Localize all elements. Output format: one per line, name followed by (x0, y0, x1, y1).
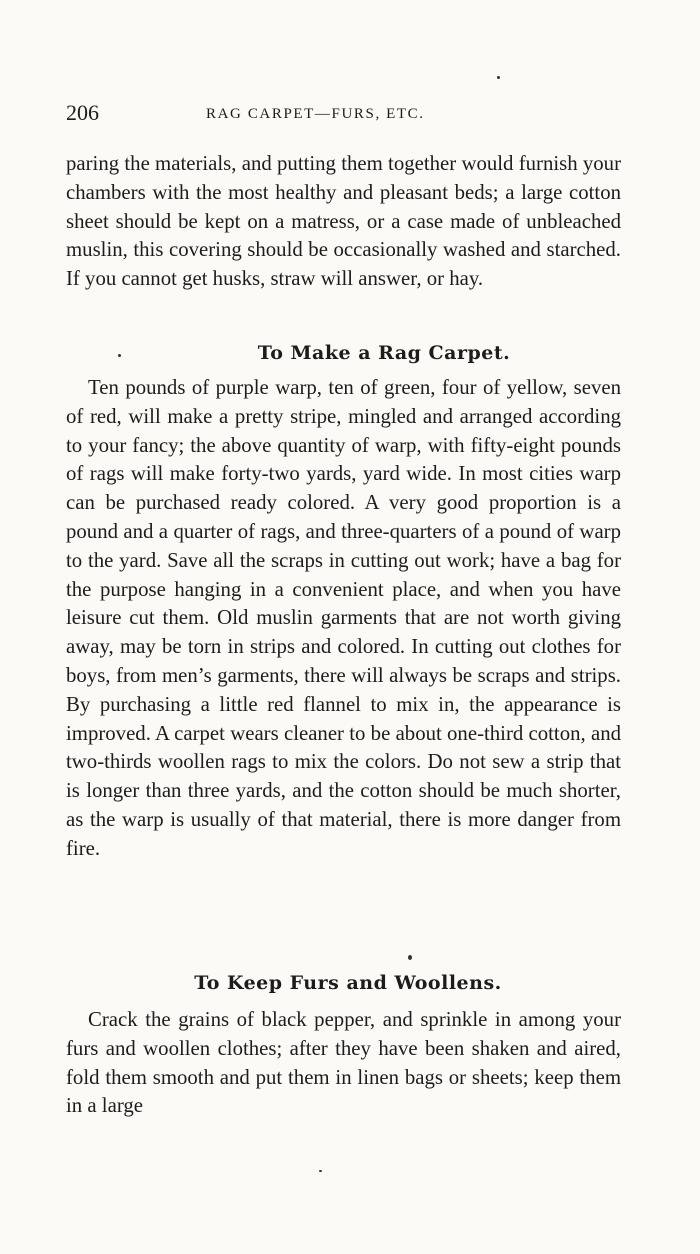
section-title-furs: To Keep Furs and Woollens. (194, 972, 502, 994)
running-head: RAG CARPET—FURS, ETC. (206, 106, 425, 122)
paragraph-rag-carpet: Ten pounds of purple warp, ten of green, four of yellow, seven of red, will make a pretty stripe, mingled and arranged according to your fancy; the above quantity of warp, with fifty-eight pounds of rags will make forty-two yards, yard wide. In most cities warp can be purchased ready colored. A very good proportion is a pound and a quarter of rags, and three-quarters of a pound of warp to the yard. Save all the scraps in cutting out work; have a bag for the purpose hanging in a convenient place, and when you have leisure cut them. Old muslin garments that are not worth giving away, may be torn in strips and colored. In cutting out clothes for boys, from men’s garments, there will always be scraps and strips. By purchasing a little red flannel to mix in, the appearance is improved. A carpet wears cleaner to be about one-third cotton, and two-thirds woollen rags to mix the colors. Do not sew a strip that is longer than three yards, and the cotton should be much shorter, as the warp is usually of that material, there is more danger from fire. (66, 376, 621, 860)
page-header (66, 100, 612, 134)
paragraph-furs: Crack the grains of black pepper, and sprinkle in among your furs and woollen clothes; after they have been shaken and aired, fold them smooth and put them in linen bags or sheets; keep them in a large (66, 1008, 621, 1118)
section-title-rag-carpet: To Make a Rag Carpet. (257, 342, 511, 364)
paragraph-continued: paring the materials, and putting them together would furnish your chambers with the most healthy and pleasant beds; a large cotton sheet should be kept on a matress, or a case made of unbleached muslin, this covering should be occasionally washed and starched. If you cannot get husks, straw will answer, or hay. (66, 152, 621, 291)
page-number: 206 (66, 100, 99, 125)
speck-mark (319, 1170, 322, 1172)
speck-mark (497, 76, 500, 79)
speck-mark (408, 955, 412, 960)
speck-mark (118, 354, 121, 357)
